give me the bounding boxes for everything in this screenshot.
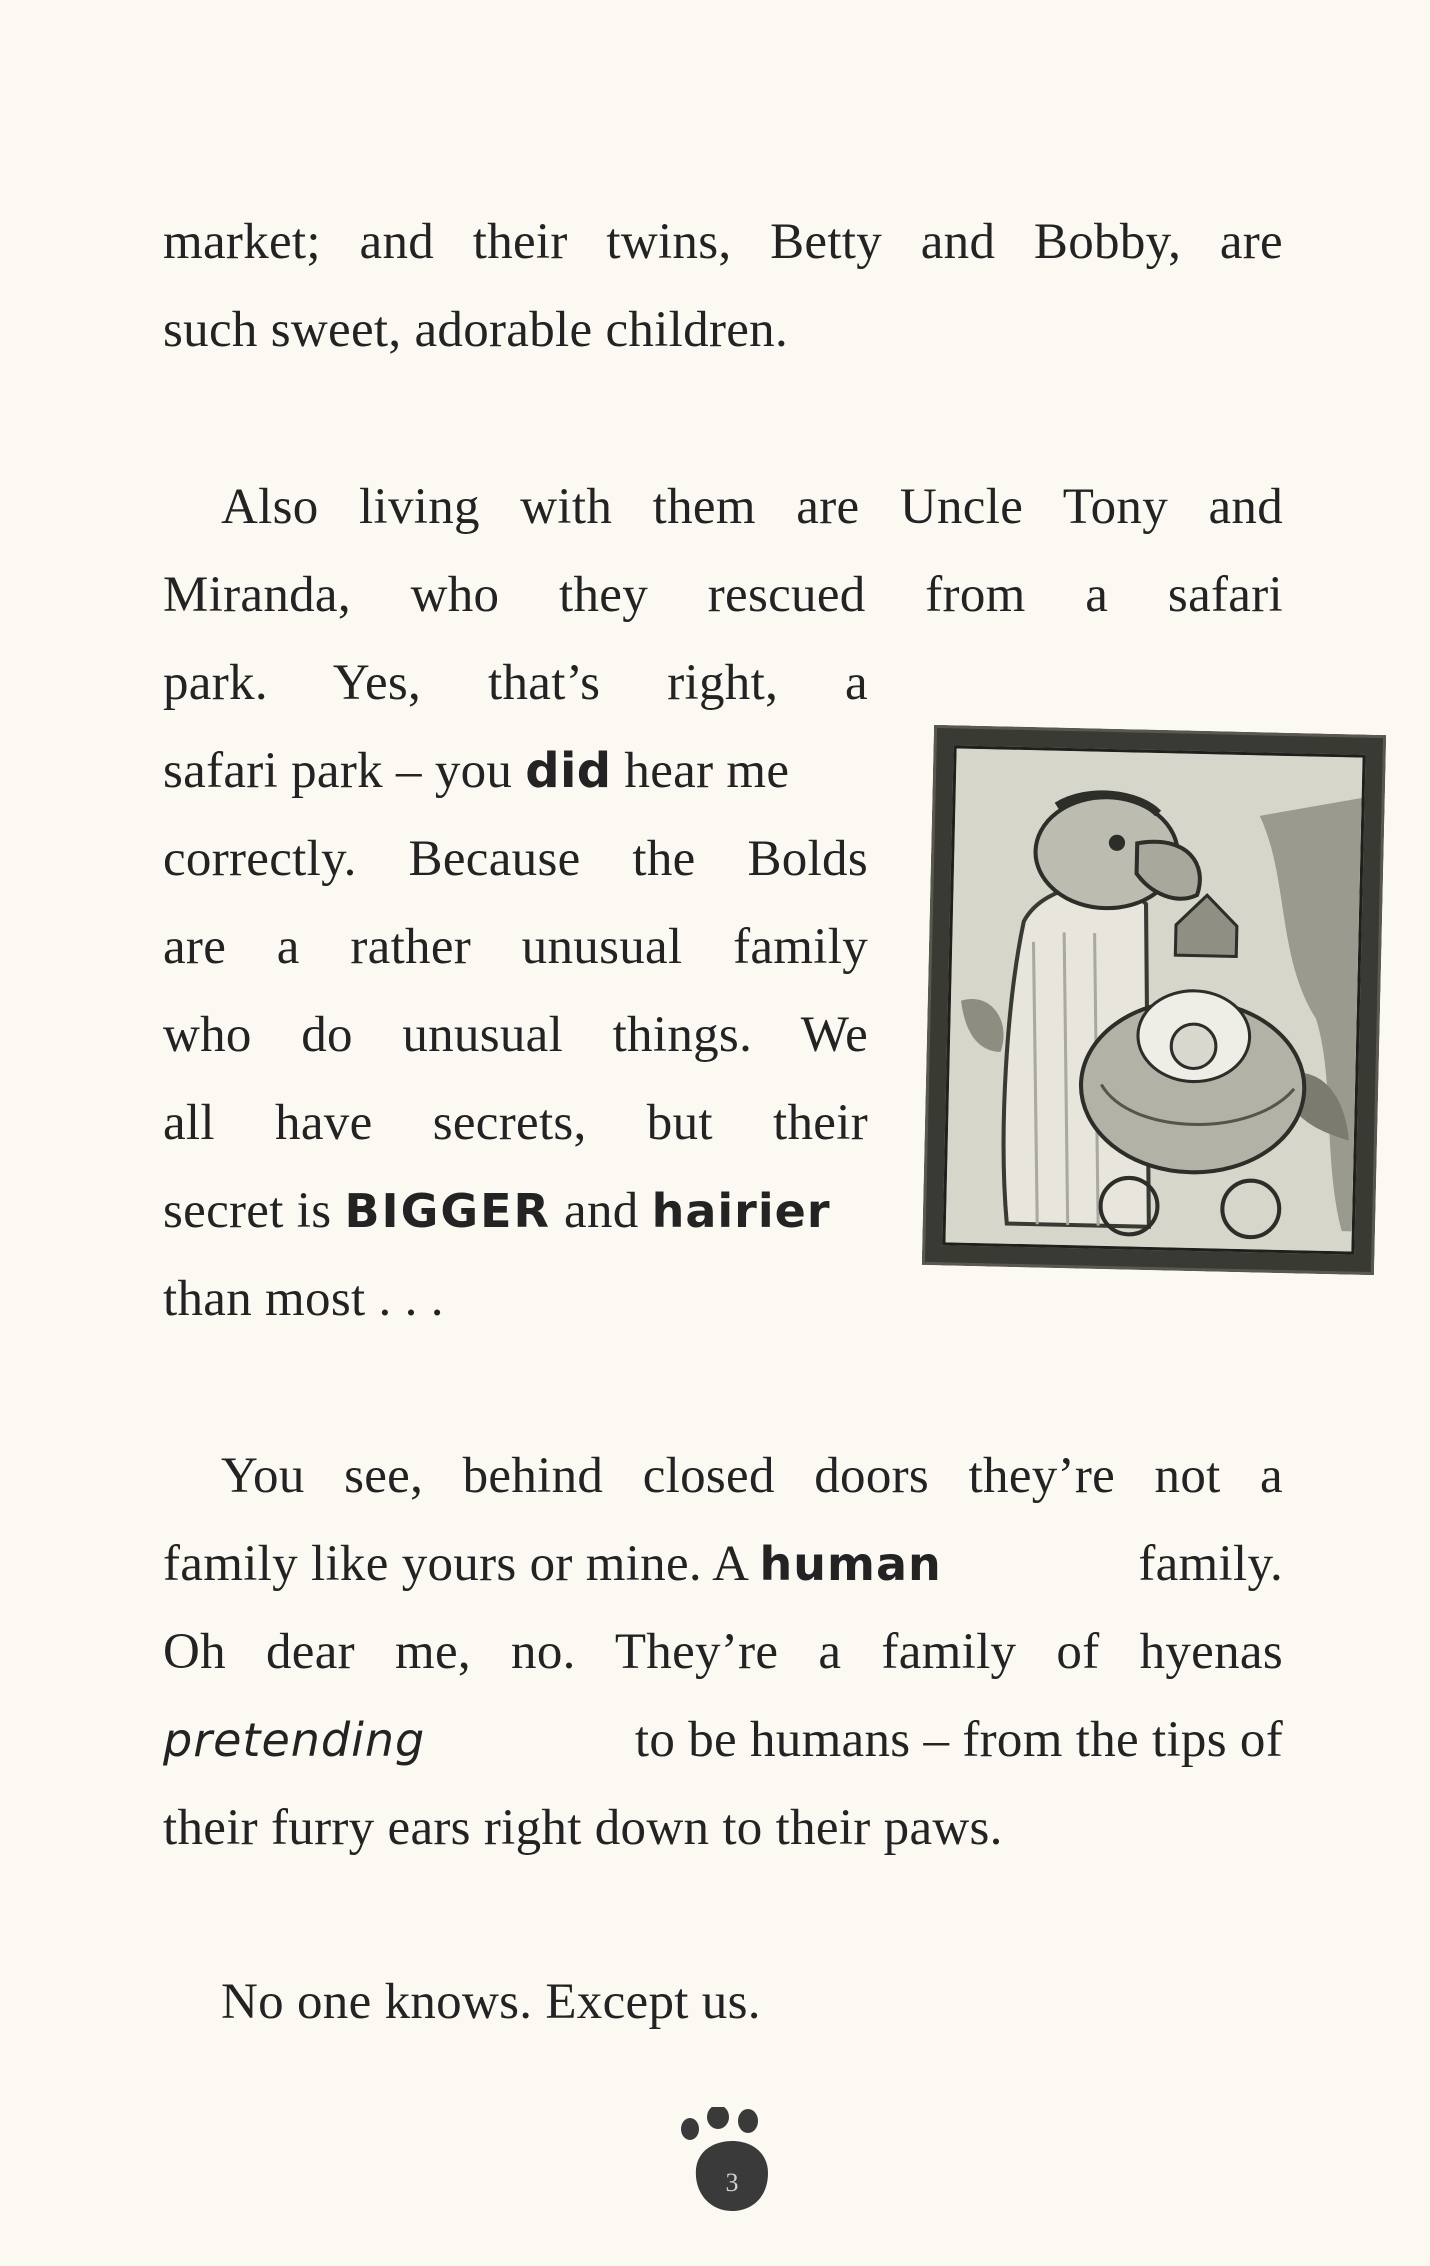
text-line: than most . . . bbox=[163, 1271, 444, 1327]
text-line bbox=[163, 1696, 1283, 1784]
illustration-mat bbox=[942, 745, 1365, 1254]
text-line: are a rather unusual family bbox=[163, 919, 868, 975]
emphasis-human: human bbox=[759, 1537, 942, 1591]
text-line: such sweet, adorable children. bbox=[163, 302, 789, 358]
emphasis-hairier: hairier bbox=[651, 1184, 831, 1238]
framed-illustration bbox=[922, 725, 1386, 1275]
text-line: who do unusual things. We bbox=[163, 1007, 868, 1063]
emphasis-pretending: pretending bbox=[163, 1713, 426, 1767]
text-line: their furry ears right down to their paws. bbox=[163, 1800, 1003, 1856]
paragraph-1 bbox=[163, 198, 1283, 374]
text-line: Miranda, who they rescued from a safari bbox=[163, 567, 1283, 623]
paragraph-4 bbox=[163, 1958, 1283, 2046]
text-line: correctly. Because the Bolds bbox=[163, 831, 868, 887]
text-line: You see, behind closed doors they’re not a bbox=[221, 1448, 1283, 1504]
text-line: all have secrets, but their bbox=[163, 1095, 868, 1151]
text-run: to be humans – from the tips of bbox=[634, 1712, 1283, 1768]
emphasis-bigger: BIGGER bbox=[344, 1184, 551, 1238]
paragraph-3 bbox=[163, 1432, 1283, 1872]
text-line: market; and their twins, Betty and Bobby, are bbox=[163, 214, 1283, 270]
paw-print-icon bbox=[676, 2107, 786, 2217]
text-run: family. bbox=[1138, 1536, 1283, 1592]
text-line bbox=[163, 1520, 1283, 1608]
text-line: Also living with them are Uncle Tony and bbox=[221, 479, 1283, 535]
hyena-portrait-icon bbox=[945, 748, 1362, 1251]
page-number: 3 bbox=[725, 2168, 739, 2197]
text-run: and bbox=[550, 1183, 652, 1239]
text-run: safari park – you bbox=[163, 743, 526, 799]
text-run: family like yours or mine. A bbox=[163, 1536, 760, 1592]
text-line: No one knows. Except us. bbox=[221, 1974, 761, 2030]
text-run: hear me bbox=[611, 743, 790, 799]
text-line: park. Yes, that’s right, a bbox=[163, 655, 868, 711]
text-run: secret is bbox=[163, 1183, 345, 1239]
text-run bbox=[163, 1520, 942, 1608]
text-line: Oh dear me, no. They’re a family of hyenas bbox=[163, 1624, 1283, 1680]
emphasis-did: did bbox=[525, 743, 612, 799]
